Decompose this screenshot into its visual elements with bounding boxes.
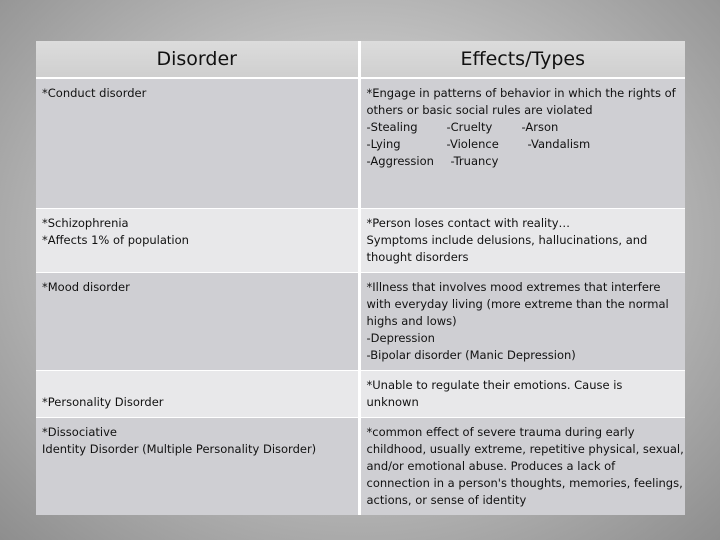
disorder-name: *Personality Disorder <box>42 394 164 409</box>
header-row <box>36 41 685 78</box>
disorder-name: *Schizophrenia <box>42 215 129 230</box>
effects-text-line: childhood, usually extreme, repetitive physical, sexual, <box>366 441 684 456</box>
behavior-list-row <box>367 119 680 136</box>
behavior-item: -Cruelty <box>446 120 493 134</box>
effects-text-line: -Depression <box>366 330 435 345</box>
disorder-name: *Conduct disorder <box>42 86 147 100</box>
disorder-cell <box>36 272 359 370</box>
effects-text-line: *common effect of severe trauma during early <box>366 424 635 439</box>
behavior-item: -Vandalism <box>527 137 591 151</box>
table-row-conduct-disorder <box>36 78 685 208</box>
behavior-item: -Truancy <box>450 154 499 168</box>
behavior-list-row <box>367 136 680 153</box>
disorder-cell <box>36 208 359 272</box>
table-row-dissociative-identity-disorder <box>36 417 685 515</box>
effects-text-line: others or basic social rules are violated <box>366 103 593 117</box>
behavior-item: -Stealing <box>366 120 418 134</box>
effects-text-line: -Bipolar disorder (Manic Depression) <box>366 347 576 362</box>
effects-text-line: unknown <box>366 394 419 409</box>
disorder-note: *Affects 1% of population <box>42 232 189 247</box>
effects-cell <box>359 417 685 515</box>
disorders-table <box>36 41 685 515</box>
behavior-item: -Arson <box>521 120 559 134</box>
effects-text-line: thought disorders <box>366 249 469 264</box>
table-row-mood-disorder <box>36 272 685 370</box>
effects-text-line: *Engage in patterns of behavior in which the rights of <box>366 86 676 100</box>
effects-cell <box>359 78 685 208</box>
behavior-item: -Violence <box>446 137 499 151</box>
header-disorder: Disorder <box>36 41 359 78</box>
effects-text-line: *Unable to regulate their emotions. Cause is <box>366 377 623 392</box>
effects-text-line: *Illness that involves mood extremes that interfere <box>366 279 661 294</box>
table-row-schizophrenia <box>36 208 685 272</box>
behavior-list-row <box>367 153 680 170</box>
disorder-name: Identity Disorder (Multiple Personality Disorder) <box>42 441 317 456</box>
header-effects: Effects/Types <box>359 41 685 78</box>
behavior-item: -Aggression <box>366 154 434 168</box>
effects-cell <box>359 208 685 272</box>
effects-cell <box>359 370 685 417</box>
effects-text-line: actions, or sense of identity <box>366 492 527 507</box>
effects-text-line: connection in a person's thoughts, memories, feelings, <box>366 475 683 490</box>
effects-text-line: Symptoms include delusions, hallucinations, and <box>366 232 648 247</box>
effects-text-line: highs and lows) <box>366 313 457 328</box>
disorder-name: *Mood disorder <box>42 279 130 294</box>
disorder-cell <box>36 417 359 515</box>
disorder-cell <box>36 370 359 417</box>
effects-text-line: and/or emotional abuse. Produces a lack of <box>366 458 616 473</box>
behavior-item: -Lying <box>366 137 401 151</box>
effects-cell <box>359 272 685 370</box>
effects-text-line: *Person loses contact with reality… <box>366 215 571 230</box>
table-row-personality-disorder <box>36 370 685 417</box>
effects-text-line: with everyday living (more extreme than the normal <box>366 296 669 311</box>
disorder-cell <box>36 78 359 208</box>
disorder-name: *Dissociative <box>42 424 117 439</box>
